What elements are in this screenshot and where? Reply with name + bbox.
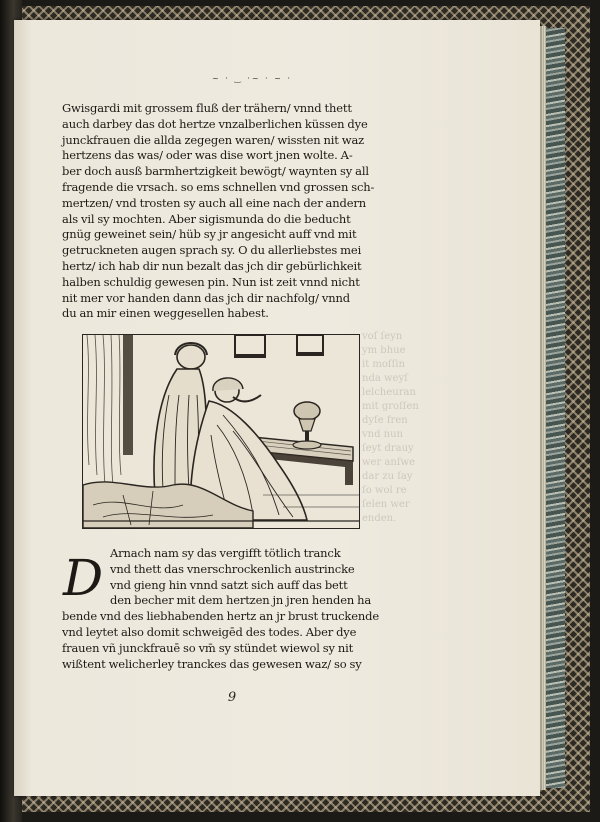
text-line: gnüg geweinet sein/ hüb sy jr angesicht auff vnd mit [62,227,357,242]
text-line: du an mir einen weggesellen habest. [62,306,269,321]
text-line: Gwisgardi mit grossem fluß der trähern/ vnnd thett [62,101,352,115]
bleed-line: lelcheuran [362,387,416,398]
bleed-line: dyſe fren [362,415,408,426]
text-line: auch darbey das dot hertze vnzalberlichen küssen dye [62,116,368,131]
text-block-bottom [62,546,402,672]
woodcut-drawing [83,335,359,528]
text-block-top [62,101,402,322]
bleed-line: ſo wol re [362,485,407,496]
bleed-line: ſelen wer [362,499,410,510]
woodcut-illustration [82,334,360,529]
page-number: 9 [227,690,237,705]
text-line: hertz/ ich hab dir nun bezalt das jch dir gebürlichkeit [62,258,362,273]
bleed-line: ſeyt drauy [362,443,414,454]
text-line: frauen vñ junckfrauē so vm̄ sy stündet wiewol sy nit [62,640,354,655]
bleed-through-text [362,330,419,525]
text-line: junckfrauen die allda zegegen waren/ wissten nit waz [62,132,365,147]
header-mark: ~ · ‿ ·~ · ~ · [212,74,292,83]
text-line: hertzens das was/ oder was dise wort jnen wolte. A- [62,148,353,163]
text-line: als vil sy mochten. Aber sigismunda do die beducht [62,211,351,226]
bleed-line: dar zu ſay [362,471,413,482]
bleed-line: it moſſin [362,359,405,370]
text-line: vnd thett das vnerschrockenlich austrincke [110,561,355,576]
text-line: mertzen/ vnd trosten sy auch all eine nach der andern [62,195,366,210]
text-line: getruckneten augen sprach sy. O du allerliebstes mei [62,243,362,258]
bleed-line: wer anſwe [362,457,416,468]
text-line: den becher mit dem hertzen jn jren henden ha [110,593,372,608]
text-line: ber doch ausß barmhertzigkeit bewögt/ waynten sy all [62,164,369,179]
text-line: wißtent welicherley tranckes das gewesen waz/ so sy [62,656,362,671]
bleed-line: ym bhue [362,345,406,356]
bleed-line: enden. [362,513,397,524]
text-line: fragende die vrsach. so ems schnellen vnd grossen sch- [62,179,375,194]
bleed-line: nda weyſ [362,373,408,384]
text-line: vnd gieng hin vnnd satzt sich auff das bett [110,577,348,592]
bleed-line: voſ ſeyn [362,331,403,342]
drop-cap-initial: D [62,549,104,607]
text-line: halben schuldig gewesen pin. Nun ist zeit vnnd nicht [62,274,360,289]
text-line: Arnach nam sy das vergifft tötlich tranck [110,546,341,560]
page-stack-edge [540,26,546,790]
bleed-line: vnd nun [362,429,403,440]
text-line: nit mer vor handen dann das jch dir nachfolg/ vnnd [62,290,350,305]
bleed-line: mit groſſen [362,401,419,412]
text-line: bende vnd des liebhabenden hertz an jr brust truckende [62,609,379,624]
text-line: vnd leytet also domit schweigēd des todes. Aber dye [62,624,357,639]
